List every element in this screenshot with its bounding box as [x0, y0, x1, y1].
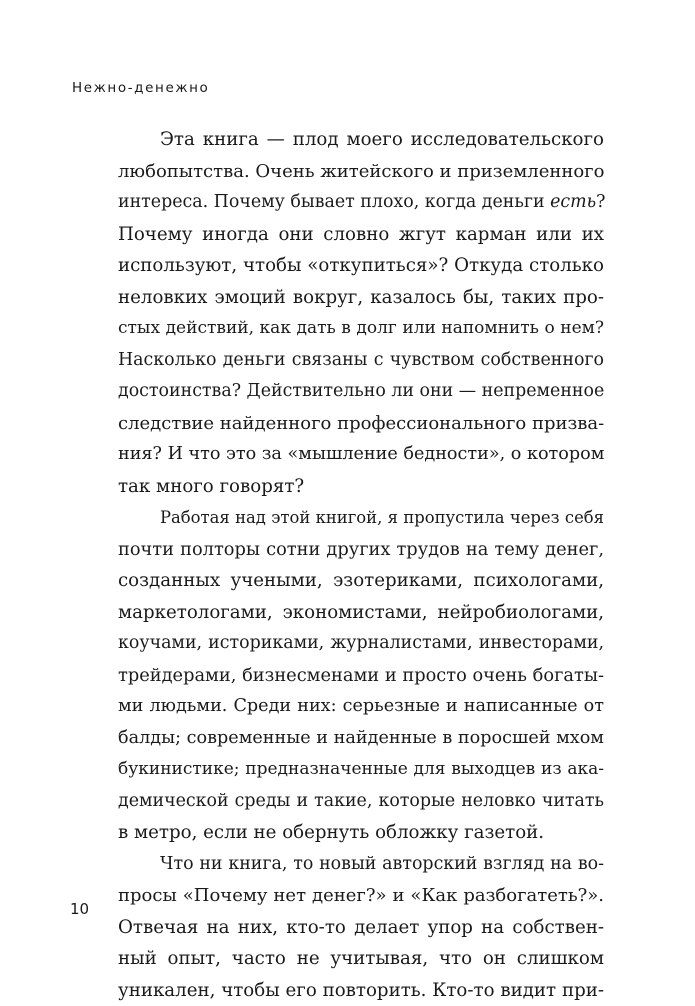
text-line: достоинства? Действительно ли они — непременное — [118, 376, 604, 408]
text-line: просы «Почему нет денег?» и «Как разбогатеть?». — [118, 880, 604, 912]
text-line: интереса. Почему бывает плохо, когда деньги есть? — [118, 187, 604, 219]
body-text — [118, 124, 604, 1006]
text-line: балды; современные и найденные в поросшей мхом — [118, 723, 604, 755]
text-line: ный опыт, часто не учитывая, что он слишком — [118, 943, 604, 975]
text-line: так много говорят? — [118, 471, 604, 503]
text-line: любопытства. Очень житейского и приземленного — [118, 156, 604, 188]
text-line: Эта книга — плод моего исследовательского — [118, 124, 604, 156]
text-line: Работая над этой книгой, я пропустила через себя — [118, 502, 604, 534]
text-line: Насколько деньги связаны с чувством собственного — [118, 345, 604, 377]
text-line: следствие найденного профессионального призва- — [118, 408, 604, 440]
text-line: уникален, чтобы его повторить. Кто-то видит при- — [118, 975, 604, 1006]
text-line: ния? И что это за «мышление бедности», о котором — [118, 439, 604, 471]
page-number: 10 — [70, 900, 89, 918]
text-line: стых действий, как дать в долг или напомнить о нем? — [118, 313, 604, 345]
text-line: трейдерами, бизнесменами и просто очень богаты- — [118, 660, 604, 692]
text-line: ми людьми. Среди них: серьезные и написанные от — [118, 691, 604, 723]
text-line: в метро, если не обернуть обложку газетой. — [118, 817, 604, 849]
text-line: созданных учеными, эзотериками, психологами, — [118, 565, 604, 597]
running-head: Нежно-денежно — [72, 80, 209, 96]
text-line: букинистике; предназначенные для выходцев из ака- — [118, 754, 604, 786]
text-line: Отвечая на них, кто-то делает упор на собствен- — [118, 912, 604, 944]
text-line: неловких эмоций вокруг, казалось бы, таких про- — [118, 282, 604, 314]
text-line: используют, чтобы «откупиться»? Откуда столько — [118, 250, 604, 282]
text-line: коучами, историками, журналистами, инвесторами, — [118, 628, 604, 660]
text-line: Что ни книга, то новый авторский взгляд на во- — [118, 849, 604, 881]
text-line: Почему иногда они словно жгут карман или их — [118, 219, 604, 251]
text-line: почти полторы сотни других трудов на тему денег, — [118, 534, 604, 566]
text-line: маркетологами, экономистами, нейробиологами, — [118, 597, 604, 629]
text-line: демической среды и такие, которые неловко читать — [118, 786, 604, 818]
